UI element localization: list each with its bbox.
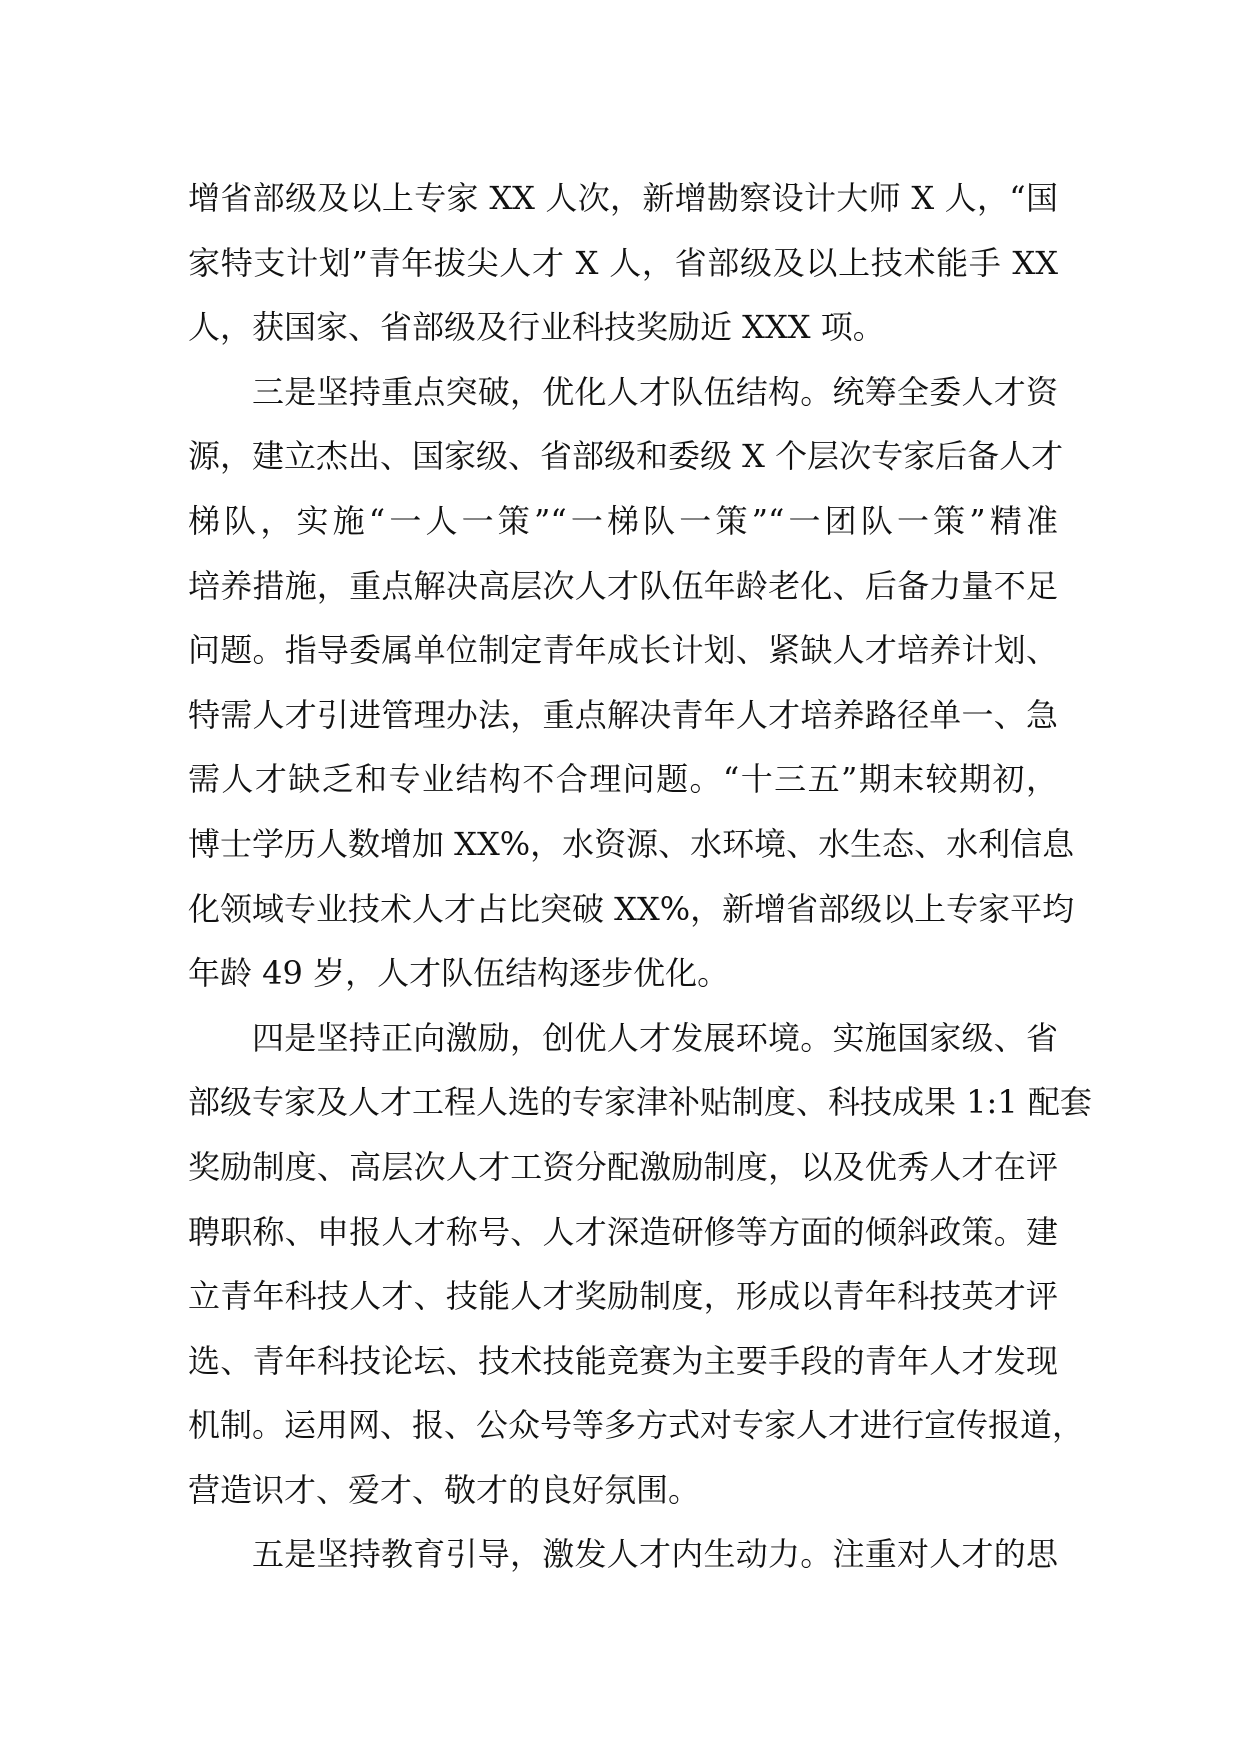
text-line: 培养措施，重点解决高层次人才队伍年龄老化、后备力量不足 <box>188 566 1058 605</box>
text-line: 奖励制度、高层次人才工资分配激励制度，以及优秀人才在评 <box>188 1147 1058 1186</box>
paragraph-first-line: 四是坚持正向激励，创优人才发展环境。实施国家级、省 <box>252 1018 1058 1057</box>
text-line: 营造识才、爱才、敬才的良好氛围。 <box>188 1470 701 1509</box>
text-line: 机制。运用网、报、公众号等多方式对专家人才进行宣传报道， <box>188 1406 1085 1445</box>
text-line: 部级专家及人才工程人选的专家津补贴制度、科技成果 1:1 配套 <box>188 1083 1092 1122</box>
paragraph-first-line: 三是坚持重点突破，优化人才队伍结构。统筹全委人才资 <box>252 372 1058 411</box>
body-text <box>188 166 1092 1587</box>
text-line: 源，建立杰出、国家级、省部级和委级 X 个层次专家后备人才 <box>188 437 1064 476</box>
text-line: 问题。指导委属单位制定青年成长计划、紧缺人才培养计划、 <box>188 631 1058 670</box>
text-line: 需人才缺乏和专业结构不合理问题。“十三五”期末较期初， <box>188 760 1058 799</box>
text-line: 增省部级及以上专家 XX 人次，新增勘察设计大师 X 人，“国 <box>188 179 1058 217</box>
text-line: 人，获国家、省部级及行业科技奖励近 XXX 项。 <box>188 308 885 347</box>
text-line: 特需人才引进管理办法，重点解决青年人才培养路径单一、急 <box>188 695 1058 734</box>
text-line: 博士学历人数增加 XX%，水资源、水环境、水生态、水利信息 <box>188 824 1075 863</box>
text-line: 家特支计划”青年拔尖人才 X 人，省部级及以上技术能手 XX <box>188 243 1058 282</box>
text-line: 选、青年科技论坛、技术技能竞赛为主要手段的青年人才发现 <box>188 1341 1058 1380</box>
text-line: 年龄 49 岁，人才队伍结构逐步优化。 <box>188 954 730 993</box>
text-line: 化领域专业技术人才占比突破 XX%，新增省部级以上专家平均 <box>188 889 1075 928</box>
text-line: 立青年科技人才、技能人才奖励制度，形成以青年科技英才评 <box>188 1277 1058 1316</box>
paragraph-first-line: 五是坚持教育引导，激发人才内生动力。注重对人才的思 <box>252 1535 1058 1574</box>
text-line: 梯队，实施“一人一策”“一梯队一策”“一团队一策”精准 <box>188 501 1058 540</box>
text-line: 聘职称、申报人才称号、人才深造研修等方面的倾斜政策。建 <box>188 1212 1058 1251</box>
